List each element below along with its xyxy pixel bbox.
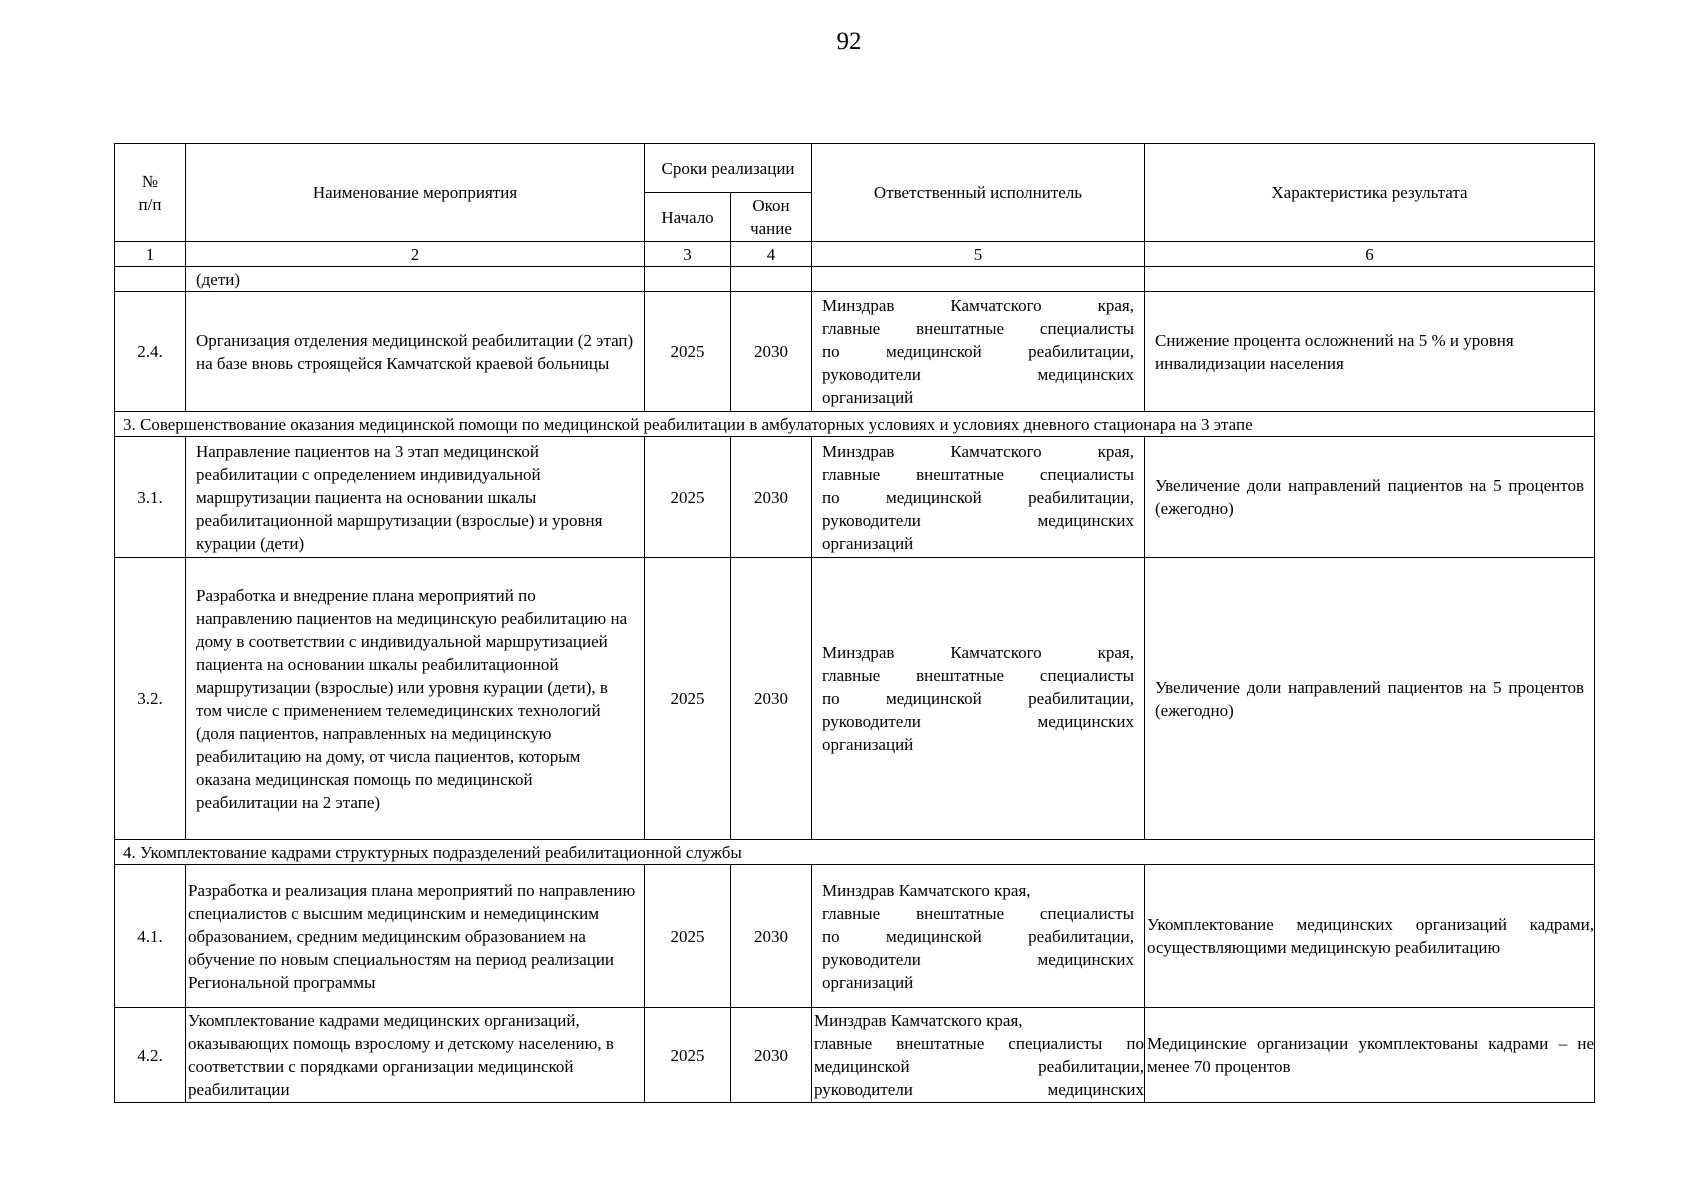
result-description: Укомплектование медицинских организаций кадрами, осуществляющими медицинскую реабилитацию [1145,865,1595,1008]
section-row [115,840,1595,865]
table-row [115,267,1595,292]
col-number: 3 [645,242,731,267]
page-number: 92 [836,28,862,55]
measure-name: (дети) [186,267,645,292]
col-number: 4 [731,242,812,267]
start-year: 2025 [645,292,731,412]
responsible-executor: Минздрав Камчатского края, главные внештатные специалисты по медицинской реабилитации, руководители медицинских организаций [812,437,1145,558]
end-year: 2030 [731,1008,812,1103]
end-year: 2030 [731,558,812,840]
section-row [115,412,1595,437]
header-end: Окон чание [731,193,812,242]
measures-table [114,143,1595,1103]
table-row [115,292,1595,412]
row-number: 3.2. [115,558,186,840]
start-year: 2025 [645,558,731,840]
measure-name: Разработка и внедрение плана мероприятий по направлению пациентов на медицинскую реабилитацию на дому в соответствии с индивидуальной маршрутизацией пациента на основании шкалы реабилитационной маршрутизации (взрослые) или уровня курации (дети), в том числе с применением телемедицинских технологий (доля пациентов, направленных на медицинскую реабилитацию на дому, от числа пациентов, которым оказана медицинская помощь по медицинской реабилитации на 2 этапе) [186,558,645,840]
measure-name: Организация отделения медицинской реабилитации (2 этап) на базе вновь строящейся Камчатской краевой больницы [186,292,645,412]
result-description: Снижение процента осложнений на 5 % и уровня инвалидизации населения [1145,292,1595,412]
col-number: 6 [1145,242,1595,267]
responsible-executor: Минздрав Камчатского края, главные внештатные специалисты по медицинской реабилитации, руководители медицинских [812,1008,1145,1103]
end-year: 2030 [731,437,812,558]
start-year: 2025 [645,1008,731,1103]
header-start: Начало [645,193,731,242]
start-year: 2025 [645,437,731,558]
row-number: 2.4. [115,292,186,412]
result-description: Увеличение доли направлений пациентов на 5 процентов (ежегодно) [1145,437,1595,558]
row-number: 3.1. [115,437,186,558]
end-year: 2030 [731,865,812,1008]
row-number: 4.2. [115,1008,186,1103]
table-row [115,1008,1595,1103]
responsible-executor: Минздрав Камчатского края, главные внештатные специалисты по медицинской реабилитации, руководители медицинских организаций [812,292,1145,412]
measure-name: Направление пациентов на 3 этап медицинской реабилитации с определением индивидуальной маршрутизации пациента на основании шкалы реабилитационной маршрутизации (взрослые) и уровня курации (дети) [186,437,645,558]
col-number: 2 [186,242,645,267]
section-title: 3. Совершенствование оказания медицинской помощи по медицинской реабилитации в амбулаторных условиях и условиях дневного стационара на 3 этапе [115,412,1595,437]
table-row [115,865,1595,1008]
header-result: Характеристика результата [1145,144,1595,242]
header-name: Наименование мероприятия [186,144,645,242]
row-number: 4.1. [115,865,186,1008]
section-title: 4. Укомплектование кадрами структурных подразделений реабилитационной службы [115,840,1595,865]
col-number: 1 [115,242,186,267]
header-executor: Ответственный исполнитель [812,144,1145,242]
responsible-executor: Минздрав Камчатского края, главные внештатные специалисты по медицинской реабилитации, руководители медицинских организаций [812,865,1145,1008]
header-num: № п/п [115,144,186,242]
responsible-executor: Минздрав Камчатского края, главные внештатные специалисты по медицинской реабилитации, руководители медицинских организаций [812,558,1145,840]
result-description: Медицинские организации укомплектованы кадрами – не менее 70 процентов [1145,1008,1595,1103]
header-terms: Сроки реализации [645,144,812,193]
measure-name: Разработка и реализация плана мероприятий по направлению специалистов с высшим медицинским и немедицинским образованием, средним медицинским образованием на обучение по новым специальностям на период реализации Региональной программы [186,865,645,1008]
end-year: 2030 [731,292,812,412]
col-number: 5 [812,242,1145,267]
column-numbers-row [115,242,1595,267]
start-year: 2025 [645,865,731,1008]
table-row [115,437,1595,558]
measure-name: Укомплектование кадрами медицинских организаций, оказывающих помощь взрослому и детскому населению, в соответствии с порядками организации медицинской реабилитации [186,1008,645,1103]
table-row [115,558,1595,840]
result-description: Увеличение доли направлений пациентов на 5 процентов (ежегодно) [1145,558,1595,840]
